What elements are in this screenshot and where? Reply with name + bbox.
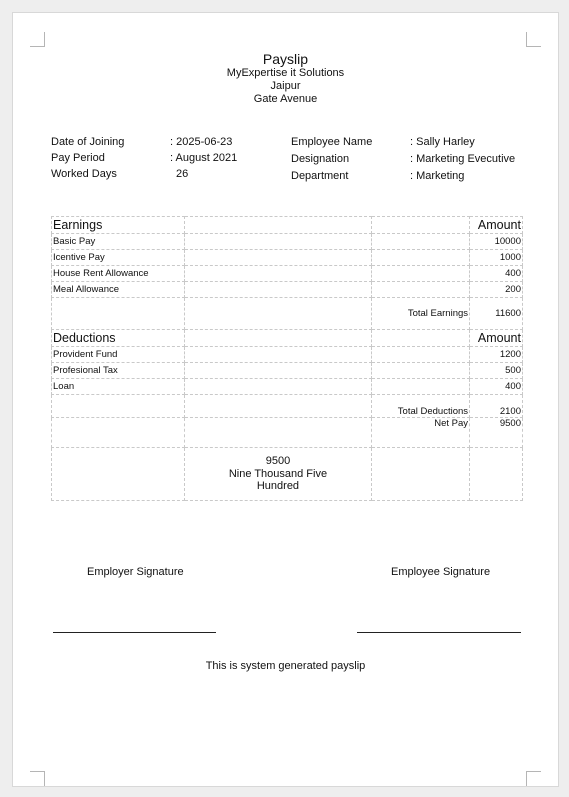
department-label: Department: [291, 170, 349, 182]
deductions-heading: Deductions: [52, 330, 185, 347]
worked-days-label: Worked Days: [51, 168, 117, 180]
employee-signature-line: [357, 632, 521, 633]
earning-name: Icentive Pay: [52, 250, 185, 266]
earning-name: House Rent Allowance: [52, 266, 185, 282]
total-deductions-row: [52, 395, 523, 418]
total-earnings-value: 11600: [470, 298, 523, 330]
deductions-amount-heading: Amount: [470, 330, 523, 347]
earning-amount: 200: [470, 282, 523, 298]
worked-days-value: 26: [176, 168, 189, 180]
total-earnings-row: [52, 298, 523, 330]
table-row: [52, 250, 523, 266]
company-name: MyExpertise it Solutions: [226, 67, 345, 79]
table-row: [52, 379, 523, 395]
department-value: : Marketing: [410, 170, 465, 182]
designation-value: : Marketing Evecutive: [410, 153, 516, 165]
page-corner-mark: [526, 32, 541, 47]
net-pay-amount: 9500: [265, 455, 291, 468]
employer-signature-line: [53, 632, 216, 633]
net-pay-in-words: [184, 448, 371, 501]
deduction-name: Loan: [52, 379, 185, 395]
earnings-heading: Earnings: [52, 217, 185, 234]
deduction-name: Provident Fund: [52, 347, 185, 363]
company-address: Gate Avenue: [253, 93, 318, 105]
page-corner-mark: [526, 771, 541, 786]
deductions-header-row: [52, 330, 523, 347]
earning-name: Basic Pay: [52, 234, 185, 250]
employee-name-label: Employee Name: [291, 136, 373, 148]
footer-note: This is system generated payslip: [205, 660, 366, 672]
payslip-page: [12, 12, 559, 787]
company-city: Jaipur: [270, 80, 301, 92]
earnings-amount-heading: Amount: [470, 217, 523, 234]
net-pay-row: [52, 418, 523, 448]
earnings-header-row: [52, 217, 523, 234]
pay-period-value: : August 2021: [170, 152, 238, 164]
employee-name-value: : Sally Harley: [410, 136, 475, 148]
date-of-joining-label: Date of Joining: [51, 136, 125, 148]
net-pay-words-line2: Hundred: [256, 480, 300, 493]
page-corner-mark: [30, 771, 45, 786]
employee-signature-label: Employee Signature: [391, 566, 491, 578]
payslip-title: Payslip: [262, 51, 309, 67]
pay-period-label: Pay Period: [51, 152, 105, 164]
table-row: [52, 363, 523, 379]
table-row: [52, 234, 523, 250]
date-of-joining-value: : 2025-06-23: [170, 136, 233, 148]
deduction-amount: 1200: [470, 347, 523, 363]
pay-table: [51, 216, 523, 501]
earning-amount: 10000: [470, 234, 523, 250]
table-row: [52, 282, 523, 298]
net-pay-words-line1: Nine Thousand Five: [228, 467, 328, 480]
table-row: [52, 266, 523, 282]
deduction-amount: 500: [470, 363, 523, 379]
table-row: [52, 347, 523, 363]
total-deductions-value: 2100: [470, 395, 523, 418]
total-earnings-label: Total Earnings: [372, 298, 470, 330]
earning-name: Meal Allowance: [52, 282, 185, 298]
net-pay-value: 9500: [470, 418, 523, 448]
deduction-amount: 400: [470, 379, 523, 395]
net-pay-label: Net Pay: [372, 418, 470, 448]
designation-label: Designation: [291, 153, 350, 165]
net-pay-words-row: [52, 448, 523, 501]
page-corner-mark: [30, 32, 45, 47]
earning-amount: 1000: [470, 250, 523, 266]
deduction-name: Profesional Tax: [52, 363, 185, 379]
total-deductions-label: Total Deductions: [372, 395, 470, 418]
employer-signature-label: Employer Signature: [87, 566, 184, 578]
earning-amount: 400: [470, 266, 523, 282]
